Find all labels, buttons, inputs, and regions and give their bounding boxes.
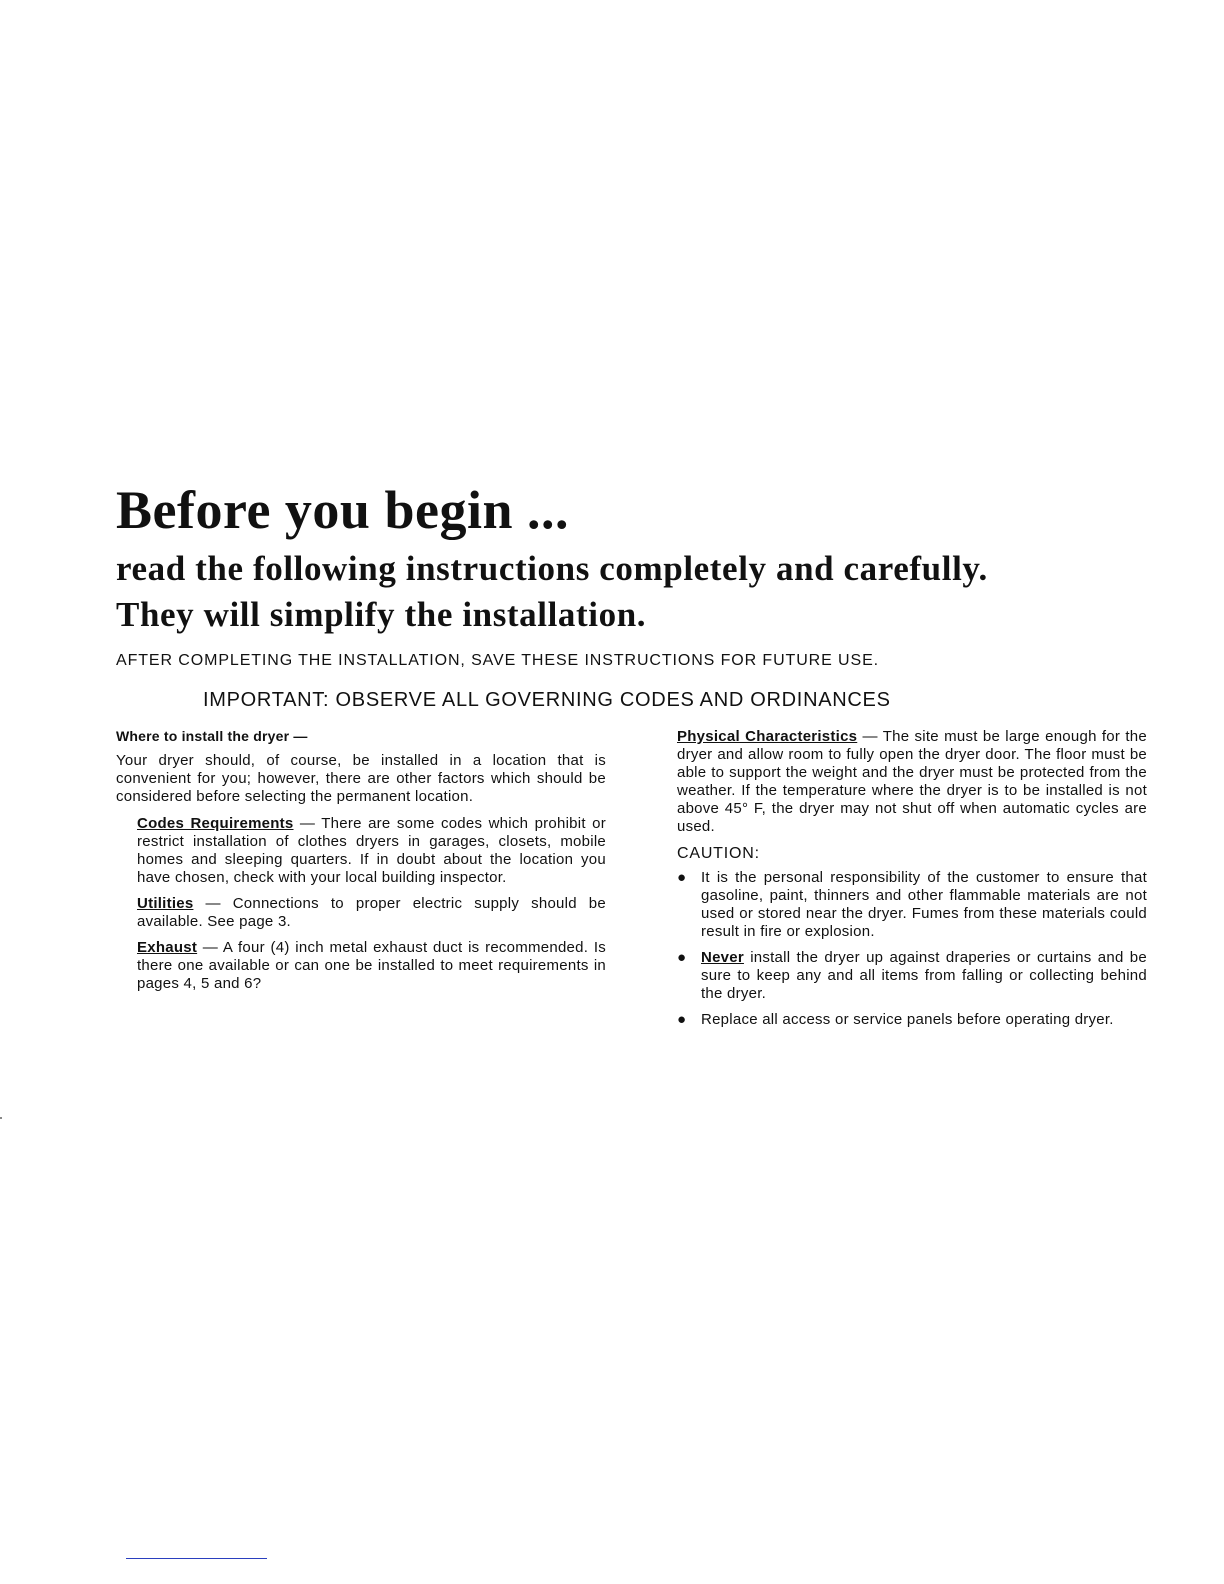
subtitle-line-1: read the following instructions completely and carefully. — [116, 549, 988, 588]
exhaust-term: Exhaust — [137, 939, 198, 956]
caution-flammables-text: It is the personal responsibility of the customer to ensure that gasoline, paint, thinners and other flammable materials are not used or stored near the dryer. Fumes from these materials could result in fire or explosion. — [701, 869, 1147, 940]
caution-panels-text: Replace all access or service panels before operating dryer. — [701, 1011, 1114, 1028]
list-item — [677, 949, 1147, 1003]
footer-rule — [126, 1558, 267, 1559]
caution-list — [677, 869, 1147, 1029]
install-location-heading: Where to install the dryer — — [116, 728, 308, 744]
caution-draperies-text: install the dryer up against draperies or curtains and be sure to keep any and all items from falling or collecting behind the dryer. — [701, 949, 1147, 1002]
utilities-term: Utilities — [137, 895, 194, 912]
page-title: Before you begin ... — [116, 480, 569, 540]
utilities-text: — Connections to proper electric supply should be available. See page 3. — [137, 895, 606, 930]
caution-label: CAUTION: — [677, 845, 760, 862]
exhaust-text: — A four (4) inch metal exhaust duct is recommended. Is there one available or can one be installed to meet requirements in pages 4, 5 and 6? — [137, 939, 606, 992]
important-notice: IMPORTANT: OBSERVE ALL GOVERNING CODES AND ORDINANCES — [203, 689, 891, 711]
left-column — [116, 727, 606, 1001]
physical-characteristics-term: Physical Characteristics — [677, 728, 858, 745]
bullet-icon: ● — [677, 1011, 687, 1028]
save-instructions-note: AFTER COMPLETING THE INSTALLATION, SAVE THESE INSTRUCTIONS FOR FUTURE USE. — [116, 652, 879, 669]
list-item — [677, 1011, 1147, 1029]
physical-characteristics-item — [677, 728, 1147, 836]
right-column — [677, 728, 1147, 1037]
codes-requirements-text: — There are some codes which prohibit or restrict installation of clothes dryers in garages, closets, mobile homes and sleeping quarters. If in doubt about the location you have chosen, check with your local building inspector. — [137, 815, 606, 886]
physical-characteristics-text: — The site must be large enough for the dryer and allow room to fully open the dryer door. The floor must be able to support the weight and the dryer must be protected from the weather. If the temperature where the dryer is to be installed is not above 45° F, the dryer may not shut off when automatic cycles are used. — [677, 728, 1147, 835]
caution-never-term: Never — [701, 949, 744, 966]
utilities-item — [137, 895, 606, 931]
page-subtitle — [116, 546, 988, 638]
scan-margin-mark — [0, 1117, 2, 1119]
exhaust-item — [137, 939, 606, 993]
list-item — [677, 869, 1147, 941]
codes-requirements-item — [137, 815, 606, 887]
install-location-intro: Your dryer should, of course, be installed in a location that is convenient for you; however, there are other factors which should be considered before selecting the permanent location. — [116, 752, 606, 805]
subtitle-line-2: They will simplify the installation. — [116, 595, 647, 634]
codes-requirements-term: Codes Requirements — [137, 815, 294, 832]
bullet-icon: ● — [677, 869, 687, 886]
bullet-icon: ● — [677, 949, 687, 966]
